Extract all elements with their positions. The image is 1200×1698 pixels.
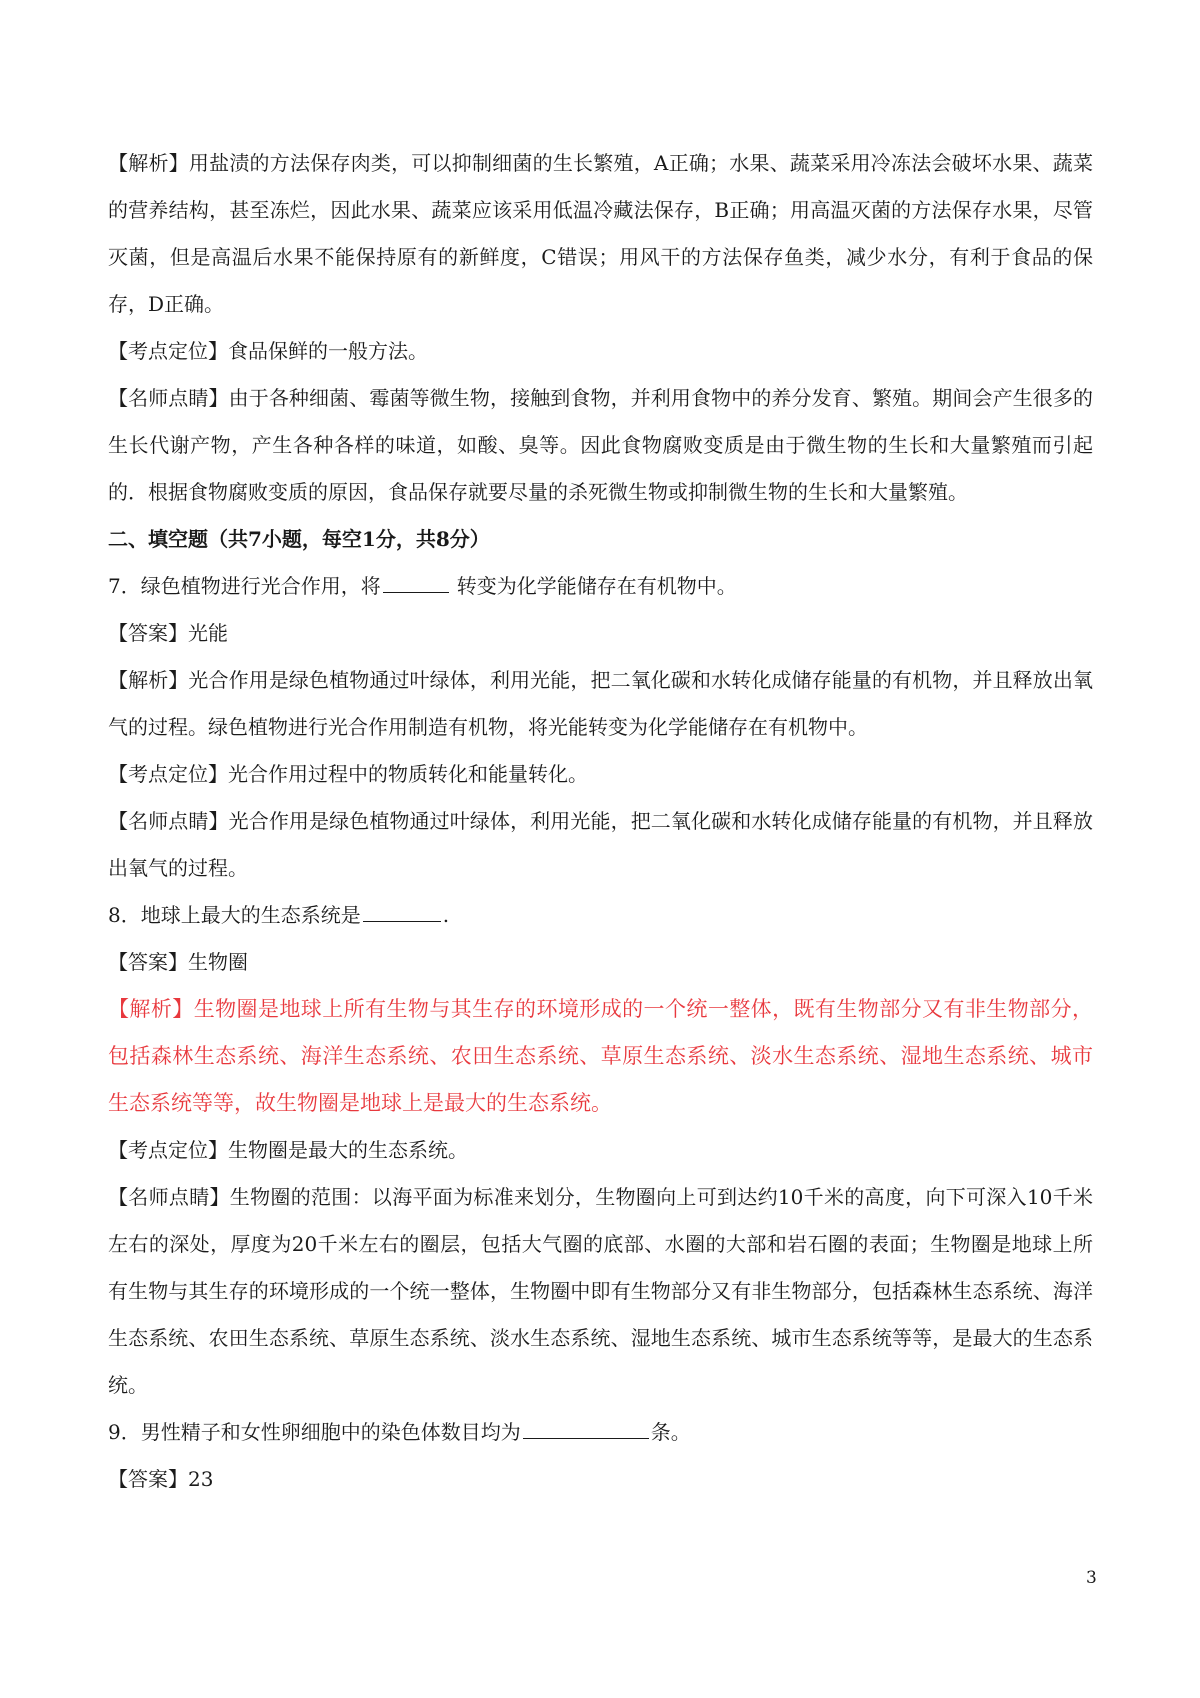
answer-paragraph-q8: 【答案】生物圈 bbox=[108, 950, 248, 974]
answer-paragraph-q7: 【答案】光能 bbox=[108, 621, 228, 645]
analysis-paragraph-q8-highlighted: 【解析】生物圈是地球上所有生物与其生存的环境形成的一个统一整体，既有生物部分又有非生物部分，包括森林生态系统、海洋生态系统、农田生态系统、草原生态系统、淡水生态系统、湿地生态系统、城市生态系统等等，故生物圈是地球上是最大的生态系统。 bbox=[108, 997, 1093, 1115]
question-8-text-start: 8．地球上最大的生态系统是 bbox=[108, 903, 361, 927]
question-8-text-end: . bbox=[442, 903, 450, 927]
answer-paragraph-q9: 【答案】23 bbox=[108, 1467, 214, 1491]
page-number: 3 bbox=[1086, 1568, 1097, 1588]
answer-blank-q7 bbox=[383, 572, 449, 593]
section-heading-fill-in: 二、填空题（共7小题，每空1分，共8分） bbox=[108, 527, 490, 551]
teacher-comment-paragraph-q6: 【名师点睛】由于各种细菌、霉菌等微生物，接触到食物，并利用食物中的养分发育、繁殖。期间会产生很多的生长代谢产物，产生各种各样的味道，如酸、臭等。因此食物腐败变质是由于微生物的生长和大量繁殖而引起的．根据食物腐败变质的原因，食品保存就要尽量的杀死微生物或抑制微生物的生长和大量繁殖。 bbox=[108, 386, 1093, 504]
teacher-comment-paragraph-q7: 【名师点睛】光合作用是绿色植物通过叶绿体，利用光能，把二氧化碳和水转化成储存能量的有机物，并且释放出氧气的过程。 bbox=[108, 809, 1093, 880]
analysis-paragraph-q6: 【解析】用盐渍的方法保存肉类，可以抑制细菌的生长繁殖，A正确；水果、蔬菜采用冷冻法会破坏水果、蔬菜的营养结构，甚至冻烂，因此水果、蔬菜应该采用低温冷藏法保存，B正确；用高温灭菌的方法保存水果，尽管灭菌，但是高温后水果不能保持原有的新鲜度，C错误；用风干的方法保存鱼类，减少水分，有利于食品的保存，D正确。 bbox=[108, 151, 1093, 316]
question-9 bbox=[108, 1409, 1093, 1456]
question-8 bbox=[108, 892, 1093, 939]
answer-blank-q9 bbox=[523, 1418, 649, 1439]
question-9-text-end: 条。 bbox=[650, 1420, 691, 1444]
key-point-paragraph-q7: 【考点定位】光合作用过程中的物质转化和能量转化。 bbox=[108, 762, 588, 786]
analysis-paragraph-q7: 【解析】光合作用是绿色植物通过叶绿体，利用光能，把二氧化碳和水转化成储存能量的有机物，并且释放出氧气的过程。绿色植物进行光合作用制造有机物，将光能转变为化学能储存在有机物中。 bbox=[108, 668, 1093, 739]
answer-blank-q8 bbox=[363, 901, 441, 922]
teacher-comment-paragraph-q8: 【名师点睛】生物圈的范围：以海平面为标准来划分，生物圈向上可到达约10千米的高度，向下可深入10千米左右的深处，厚度为20千米左右的圈层，包括大气圈的底部、水圈的大部和岩石圈的表面；生物圈是地球上所有生物与其生存的环境形成的一个统一整体，生物圈中即有生物部分又有非生物部分，包括森林生态系统、海洋生态系统、农田生态系统、草原生态系统、淡水生态系统、湿地生态系统、城市生态系统等等，是最大的生态系统。 bbox=[108, 1185, 1093, 1397]
key-point-paragraph-q6: 【考点定位】食品保鲜的一般方法。 bbox=[108, 339, 428, 363]
question-7-text-end: 转变为化学能储存在有机物中。 bbox=[456, 574, 737, 598]
question-7 bbox=[108, 563, 1093, 610]
question-9-text-start: 9．男性精子和女性卵细胞中的染色体数目均为 bbox=[108, 1420, 521, 1444]
question-7-text-start: 7．绿色植物进行光合作用，将 bbox=[108, 574, 381, 598]
key-point-paragraph-q8: 【考点定位】生物圈是最大的生态系统。 bbox=[108, 1138, 468, 1162]
page-content bbox=[108, 140, 1093, 1503]
